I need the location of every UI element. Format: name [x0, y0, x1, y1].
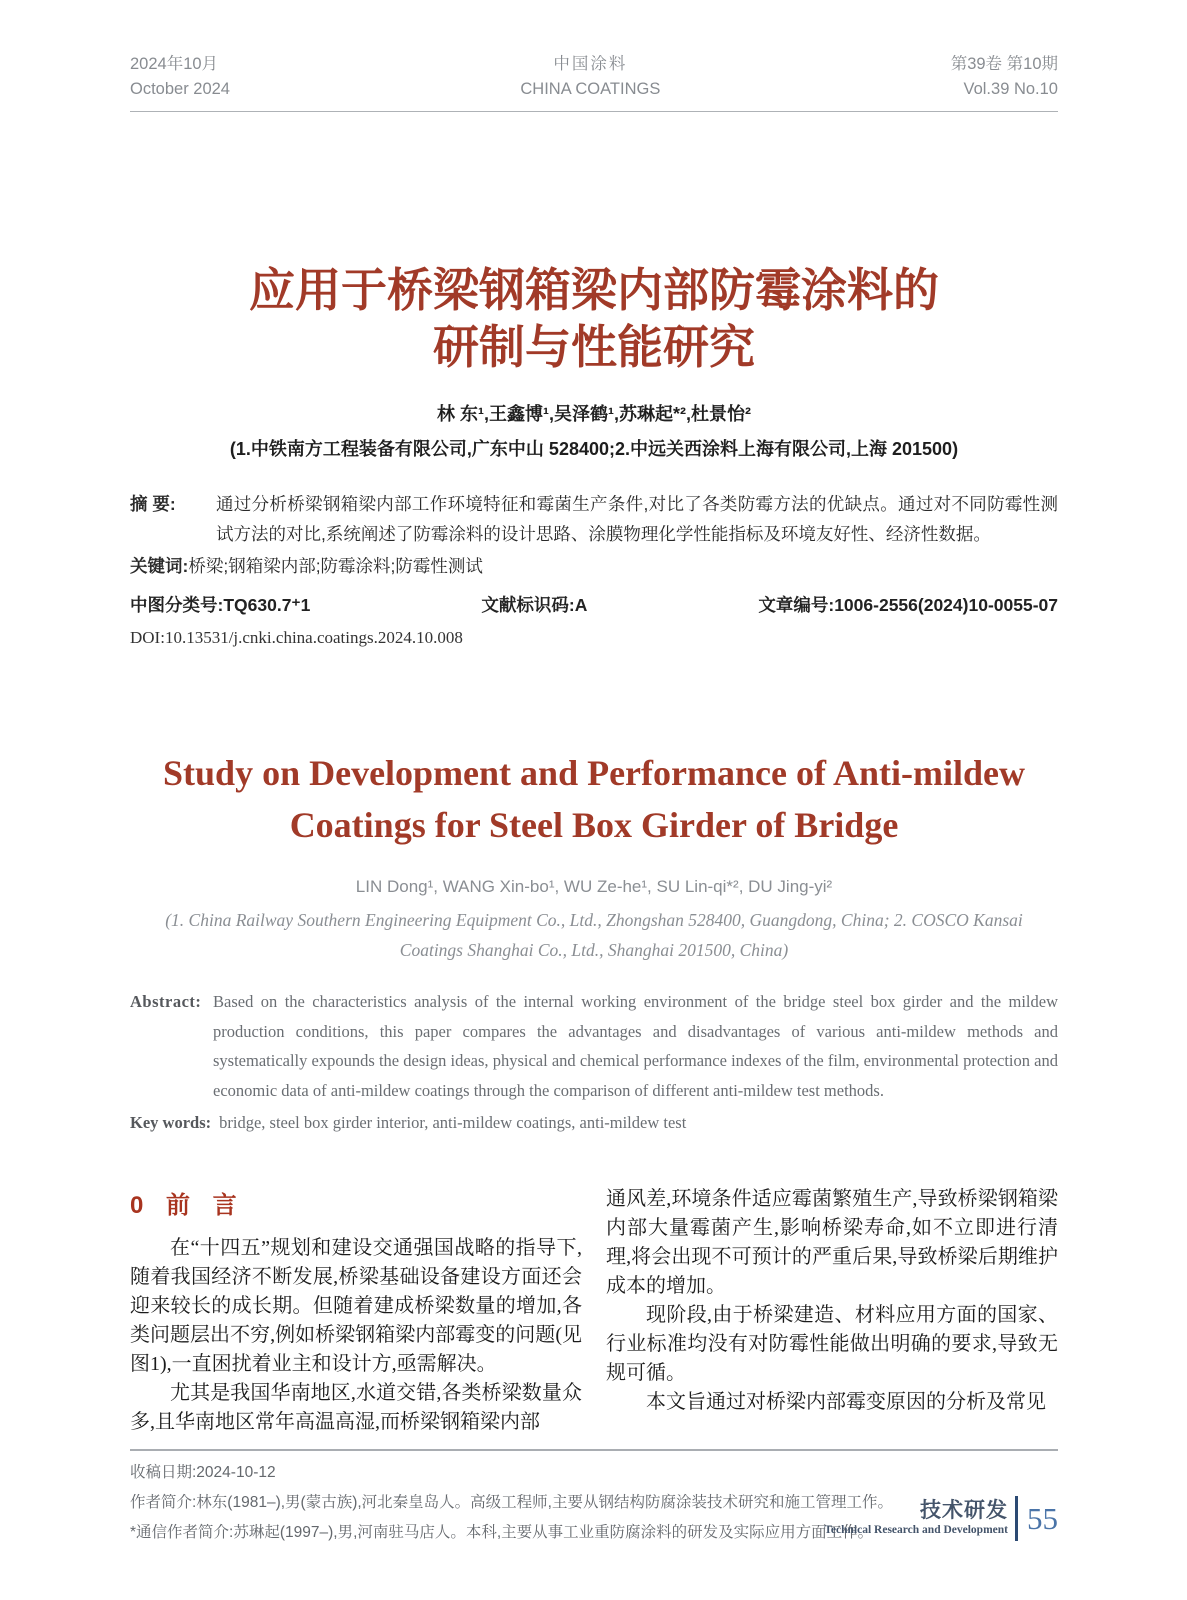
body-column-left — [130, 1185, 582, 1437]
document-code: 文献标识码:A — [481, 595, 588, 615]
header-issue — [951, 52, 1058, 102]
affiliation-en-line1: (1. China Railway Southern Engineering Equipment Co., Ltd., Zhongshan 528400, Guangdong, China; 2. COSCO Kansai — [165, 910, 1023, 930]
paper-title-en-line1: Study on Development and Performance of Anti-mildew — [163, 753, 1025, 793]
keywords-cn — [130, 551, 1058, 581]
abstract-en — [130, 987, 1058, 1105]
footer-section-en: Technical Research and Development — [824, 1524, 1008, 1536]
keywords-en-text: bridge, steel box girder interior, anti-mildew coatings, anti-mildew test — [219, 1113, 687, 1132]
footnote-corresponding-bio: *通信作者简介:苏琳起(1997–),男,河南驻马店人。本科,主要从事工业重防腐涂料的研发及实际应用方面工作。 — [130, 1524, 874, 1541]
header-issue-cn: 第39卷 第10期 — [950, 55, 1058, 73]
journal-header — [130, 0, 1058, 112]
keywords-en — [130, 1108, 1058, 1137]
header-date-cn: 2024年10月 — [130, 55, 219, 73]
body-paragraph: 在“十四五”规划和建设交通强国战略的指导下,随着我国经济不断发展,桥梁基础设备建设方面还会迎来较长的成长期。但随着建成桥梁数量的增加,各类问题层出不穷,例如桥梁钢箱梁内部霉变的问题(见图1),一直困扰着业主和设计方,亟需解决。 — [130, 1237, 582, 1375]
keywords-cn-text: 桥梁;钢箱梁内部;防霉涂料;防霉性测试 — [188, 556, 483, 576]
keywords-en-label: Key words: — [130, 1113, 212, 1132]
body-columns — [130, 1185, 1058, 1437]
article-id: 文章编号:1006-2556(2024)10-0055-07 — [758, 595, 1058, 615]
header-date-en: October 2024 — [130, 80, 230, 98]
authors-en: LIN Dong¹, WANG Xin-bo¹, WU Ze-he¹, SU Lin-qi*², DU Jing-yi² — [355, 877, 833, 896]
header-journal-cn: 中国涂料 — [553, 55, 628, 73]
header-journal — [520, 52, 660, 102]
paper-title-en — [130, 747, 1058, 851]
body-paragraph: 本文旨通过对桥梁内部霉变原因的分析及常见 — [646, 1391, 1046, 1413]
body-paragraph: 通风差,环境条件适应霉菌繁殖生产,导致桥梁钢箱梁内部大量霉菌产生,影响桥梁寿命,如不立即进行清理,将会出现不可预计的严重后果,导致桥梁后期维护成本的增加。 — [606, 1188, 1058, 1297]
affiliation-cn: (1.中铁南方工程装备有限公司,广东中山 528400;2.中远关西涂料上海有限公司,上海 201500) — [229, 439, 959, 459]
paper-title-cn-line2: 研制与性能研究 — [433, 321, 755, 373]
authors-cn: 林 东¹,王鑫博¹,吴泽鹤¹,苏琳起*²,杜景怡² — [437, 404, 751, 424]
header-date — [130, 52, 230, 102]
body-paragraph: 尤其是我国华南地区,水道交错,各类桥梁数量众多,且华南地区常年高温高湿,而桥梁钢箱梁内部 — [130, 1382, 582, 1433]
abstract-cn-text: 通过分析桥梁钢箱梁内部工作环境特征和霉菌生产条件,对比了各类防霉方法的优缺点。通过对不同防霉性测试方法的对比,系统阐述了防霉涂料的设计思路、涂膜物理化学性能指标及环境友好性、经济性数据。 — [216, 494, 1058, 544]
header-journal-en: CHINA COATINGS — [520, 80, 661, 98]
page-number: 55 — [1027, 1501, 1058, 1536]
header-issue-en: Vol.39 No.10 — [963, 80, 1058, 98]
meta-row — [130, 591, 1058, 619]
footer-divider-bar — [1015, 1496, 1018, 1541]
affiliation-en — [130, 905, 1058, 965]
footnote-author-bio: 作者简介:林东(1981–),男(蒙古族),河北秦皇岛人。高级工程师,主要从钢结构防腐涂装技术研究和施工管理工作。 — [130, 1494, 893, 1511]
body-paragraph: 现阶段,由于桥梁建造、材料应用方面的国家、行业标准均没有对防霉性能做出明确的要求,导致无规可循。 — [606, 1304, 1058, 1384]
footer-section-cn: 技术研发 — [920, 1499, 1008, 1522]
abstract-cn-label: 摘 要: — [130, 494, 176, 514]
abstract-cn — [130, 489, 1058, 549]
keywords-cn-label: 关键词: — [130, 556, 189, 576]
body-column-right — [606, 1185, 1058, 1437]
paper-title-cn — [130, 262, 1058, 376]
abstract-en-label: Abstract: — [130, 992, 202, 1011]
doi: DOI:10.13531/j.cnki.china.coatings.2024.10.008 — [130, 628, 463, 647]
section-0-heading: 0 前 言 — [130, 1192, 237, 1219]
paper-title-en-line2: Coatings for Steel Box Girder of Bridge — [289, 805, 899, 845]
page-footer — [824, 1496, 1058, 1541]
clc-number: 中图分类号:TQ630.7⁺1 — [130, 595, 311, 615]
footnote-received-date: 收稿日期:2024-10-12 — [130, 1464, 276, 1481]
footer-section — [824, 1499, 1008, 1538]
abstract-en-text: Based on the characteristics analysis of the internal working environment of the bridge steel box girder and the mildew production conditions, this paper compares the advantages and disadvantages of various anti-mildew methods and systematically expounds the design ideas, physical and chemical performance indexes of the film, environmental protection and economic data of anti-mildew coatings through the comparison of different anti-mildew test methods. — [213, 992, 1058, 1100]
affiliation-en-line2: Coatings Shanghai Co., Ltd., Shanghai 201500, China) — [399, 940, 789, 960]
paper-title-cn-line1: 应用于桥梁钢箱梁内部防霉涂料的 — [249, 264, 939, 316]
